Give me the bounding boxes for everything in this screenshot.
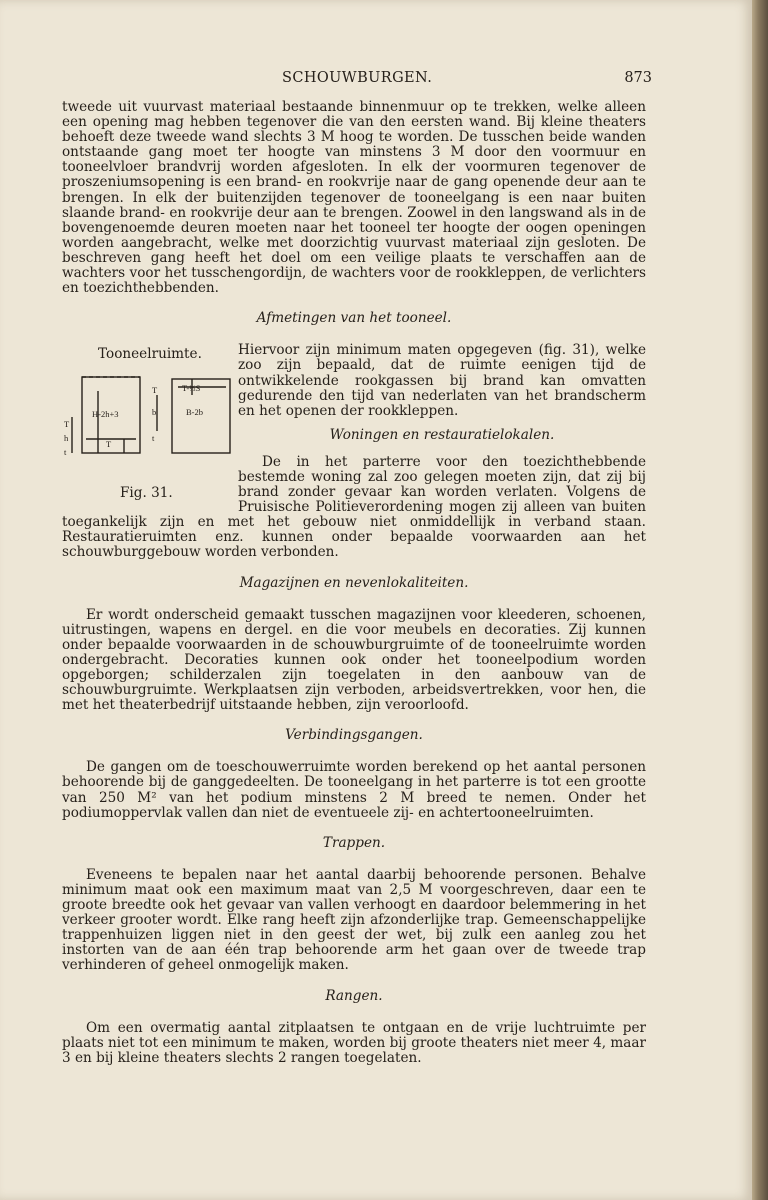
label-right-box: B-2b (186, 407, 203, 418)
body-text (62, 100, 646, 1066)
label-left-box: H-2h+3 (92, 409, 119, 420)
figure-caption: Fig. 31. (120, 485, 173, 502)
section-title-woningen: Woningen en restauratielokalen. (329, 426, 555, 443)
label-side-mid: h (64, 433, 69, 444)
section-title-trappen: Trappen. (322, 834, 386, 851)
label-left-bottom: T (106, 439, 112, 450)
figure-heading: Tooneelruimte. (98, 346, 202, 363)
paragraph-afmetingen (62, 343, 646, 560)
label-right-top: T-⅓S (182, 383, 201, 394)
label-mid-mid: b (152, 407, 157, 418)
book-page-edge (752, 0, 768, 1200)
label-side-bottom: t (64, 447, 67, 458)
afmetingen-text: Hiervoor zijn minimum maten opgegeven (fig. 31), welke zoo zijn bepaald, dat de ruimte eenigen tijd de ontwikkelende rookgassen bij brand kan omvatten gedurende den tijd van nederlaten van het brandscherm en het openen der rookkleppen. (238, 342, 646, 419)
section-title-verbindingsgangen: Verbindingsgangen. (285, 727, 423, 744)
page-header (62, 70, 652, 90)
figure-31 (62, 347, 232, 505)
label-mid-bottom: t (152, 433, 155, 444)
paragraph-trappen: Eveneens te bepalen naar het aantal daarbij behoorende personen. Behalve minimum maat ook een maximum maat van 2,5 M voorgeschreven, daar een te groote breedte ook het gevaar van vallen verhoogt en daardoor belemmering in het verkeer grooter wordt. Elke rang heeft zijn afzonderlijke trap. Gemeenschappelijke trappenhuizen liggen niet in den geest der wet, bij zulk een aanleg zou het instorten van de aan één trap behoorende arm het gaan over de tweede trap verhinderen of geheel onmogelijk maken. (62, 866, 646, 974)
paragraph-intro: tweede uit vuurvast materiaal bestaande binnenmuur op te trekken, welke alleen een opening mag hebben tegenover die van den eersten wand. Bij kleine theaters behoeft deze tweede wand slechts 3 M hoog te worden. De tusschen beide wanden ontstaande gang moet ter hoogte van minstens 3 M door den voormuur en tooneelvloer brandvrij worden afgesloten. In elk der voormuren tegenover de proszeniumsopening is een brand- en rookvrije naar de gang openende deur aan te brengen. In elk der buitenzijden tegenover de tooneelgang is een naar buiten slaande brand- en rookvrije deur aan te brengen. Zoowel in den langswand als in de bovengenoemde deuren moeten naar het tooneel ter hoogte der oogen openingen worden aangebracht, welke met doorzichtig vuurvast materiaal zijn gesloten. De beschreven gang heeft het doel om een veilige plaats te verschaffen aan de wachters voor het tusschengordijn, de wachters voor de rookkleppen, de verlichters en toezichthebbenden. (62, 99, 646, 297)
section-title-afmetingen: Afmetingen van het tooneel. (256, 310, 452, 327)
label-mid-top: T (152, 385, 158, 396)
section-title-magazijnen: Magazijnen en nevenlokaliteiten. (239, 574, 469, 591)
paragraph-rangen: Om een overmatig aantal zitplaatsen te ontgaan en de vrije luchtruimte per plaats niet tot een minimum te maken, worden bij groote theaters niet meer 4, maar 3 en bij kleine theaters slechts 2 rangen toegelaten. (62, 1019, 646, 1066)
woningen-text: De in het parterre voor den toezichthebbende bestemde woning zal zoo gelegen moeten zijn, dat zij bij brand zonder gevaar kan worden verlaten. Volgens de Pruisische Politieverordening mogen zij alleen van buiten toegankelijk zijn en met het gebouw niet onmiddellijk in verband staan. Restauratieruimten enz. kunnen onder bepaalde voorwaarden aan het schouwburggebouw worden verbonden. (62, 453, 646, 561)
running-head: SCHOUWBURGEN. (282, 70, 433, 86)
stage-diagram (62, 369, 232, 481)
page-number: 873 (624, 70, 652, 86)
section-title-rangen: Rangen. (325, 987, 383, 1004)
paragraph-magazijnen: Er wordt onderscheid gemaakt tusschen magazijnen voor kleederen, schoenen, uitrustingen, wapens en dergel. en die voor meubels en decoraties. Zij kunnen onder bepaalde voorwaarden in de schouwburgruimte of de tooneelruimte worden ondergebracht. Decoraties kunnen ook onder het tooneelpodium worden opgeborgen; schilderzalen zijn toegelaten in den aanbouw van de schouwburgruimte. Werkplaatsen zijn verboden, arbeidsvertrekken, voor hen, die met het theaterbedrijf uitstaande hebben, zijn veroorloofd. (62, 606, 646, 714)
paragraph-verbindingsgangen: De gangen om de toeschouwerruimte worden berekend op het aantal personen behoorende bij de ganggedeelten. De tooneelgang in het parterre is tot een grootte van 250 M² van het podium minstens 2 M breed te nemen. Onder het podiumoppervlak vallen dan niet de eventueele zij- en achtertooneelruimten. (62, 759, 646, 821)
label-side-top: T (64, 419, 70, 430)
